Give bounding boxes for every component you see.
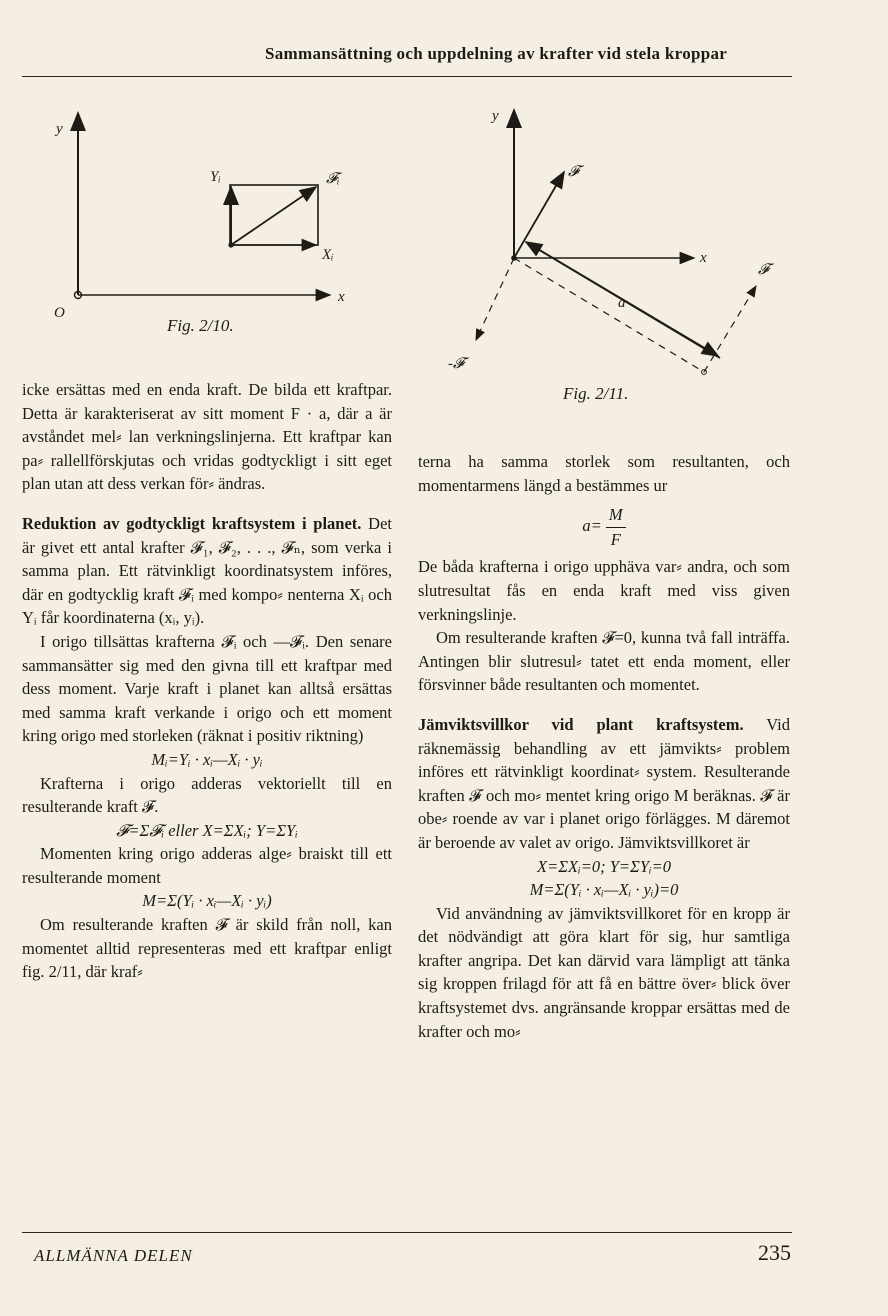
right-paragraph-1: terna ha samma storlek som resultanten, och momentarmens längd a bestämmes ur [418,452,790,495]
right-paragraph-4-body: Vid räknemässig behandling av ett jämvikts⸗ problem införes ett rätvinkligt koordinat⸗ system. Resulterande kraften 𝓕 och mo⸗ mentet kring origo M beräknas. 𝓕 är obe⸗ roende av var i planet origo förlägges. M däremot är beroende av valet av origo. Jämviktsvillkoret är [418,714,790,852]
fig-2-11-caption: Fig. 2/11. [563,384,629,403]
left-equation-1: Mᵢ=Yᵢ · xᵢ—Xᵢ · yᵢ [151,749,263,769]
figure-2-10 [40,105,370,335]
fig210-x-label: x [338,289,345,305]
fig211-y-label: y [492,108,499,124]
footer-section: ALLMÄNNA DELEN [34,1246,193,1265]
right-paragraph-2: De båda krafterna i origo upphäva var⸗ andra, och som slutresultat fås en enda kraft med viss given verkningslinje. [418,557,790,624]
fig210-xi-label: Xᵢ [322,247,334,263]
fig210-fi-label: 𝓕ᵢ [326,171,340,187]
header-rule [22,76,792,77]
right-column [418,450,790,1043]
left-paragraph-5: Momenten kring origo adderas alge⸗ braiskt till ett resulterande moment [22,844,392,887]
fig210-origin-label: O [54,305,65,321]
left-equation-3: M=Σ(Yᵢ · xᵢ—Xᵢ · yᵢ) [142,891,272,911]
fig210-y-label: y [56,121,63,137]
right-paragraph-3: Om resulterande kraften 𝓕=0, kunna två fall inträffa. Antingen blir slutresul⸗ tatet ett enda moment, eller försvinner både resultanten och momentet. [418,628,790,695]
fig211-mf-label: -𝓕 [448,356,465,372]
fraction [606,503,626,551]
fig211-f-label: 𝓕 [568,164,580,180]
running-header: Sammansättning och uppdelning av krafter vid stela kroppar [265,44,728,63]
right-equation-fraction [418,503,790,551]
left-paragraph-2-body: Det är givet ett antal krafter 𝓕₁, 𝓕₂, . . ., 𝓕ₙ, som verka i samma plan. Ett rätvinkligt koordinatsystem införes, där en godtycklig kraft 𝓕ᵢ med kompo⸗ nenterna Xᵢ och Yᵢ får koordinaterna (xᵢ, yᵢ). [22,513,393,628]
fraction-lhs: a= [582,516,602,536]
right-paragraph-4 [418,713,790,855]
fig211-f2-label: 𝓕 [758,262,770,278]
right-paragraph-5: Vid användning av jämviktsvillkoret för en kropp är det nödvändigt att göra klart för sig, hur samtliga krafter angripa. Det kan därvid vara lämpligt att tänka sig kroppen frilagd för att få en bättre över⸗ blick över kraftsystemet dvs. angränsande kroppar ersättas med de krafter och mo⸗ [418,903,790,1041]
left-paragraph-6: Om resulterande kraften 𝓕 är skild från noll, kan momentet alltid representeras med ett kraftpar enligt fig. 2/11, där kraf⸗ [22,915,392,982]
left-paragraph-1: icke ersättas med en enda kraft. De bilda ett kraftpar. Detta är karakteriserat av sitt moment F · a, där a är avståndet mel⸗ lan verkningslinjerna. Ett kraftpar kan pa⸗ rallellförskjutas och vridas godtyckligt i sitt eget plan utan att dess verkan för⸗ ändras. [22,380,392,494]
right-equation-1: X=ΣXᵢ=0; Y=ΣYᵢ=0 [537,856,671,876]
section-heading-jamvikt: Jämviktsvillkor vid plant kraftsystem. [418,714,744,734]
left-column [22,378,392,984]
footer-rule [22,1232,792,1233]
fig211-x-label: x [700,250,707,266]
left-equation-2: 𝓕=Σ𝓕ᵢ eller X=ΣXᵢ; Y=ΣYᵢ [116,820,298,840]
figure-2-11 [440,100,790,390]
fig-2-10-caption: Fig. 2/10. [167,316,234,335]
left-paragraph-2 [22,512,392,630]
section-heading-reduktion: Reduktion av godtyckligt kraftsystem i planet. [22,513,362,533]
left-paragraph-4: Krafterna i origo adderas vektoriellt till en resulterande kraft 𝓕. [22,773,392,817]
fig210-yi-label: Yᵢ [210,169,221,185]
fig211-a-label: a [618,295,626,311]
left-paragraph-3: I origo tillsättas krafterna 𝓕ᵢ och —𝓕ᵢ. Den senare sammansätter sig med den givna till ett kraftpar med dess moment. Varje kraft i planet kan alltså ersättas med samma kraft verkande i origo och ett moment kring origo med storleken (räknat i positiv riktning) [22,631,392,746]
fraction-denominator: F [610,529,621,549]
right-equation-2: M=Σ(Yᵢ · xᵢ—Xᵢ · yᵢ)=0 [529,880,679,900]
fraction-numerator: M [606,503,626,528]
page-number: 235 [758,1240,791,1265]
